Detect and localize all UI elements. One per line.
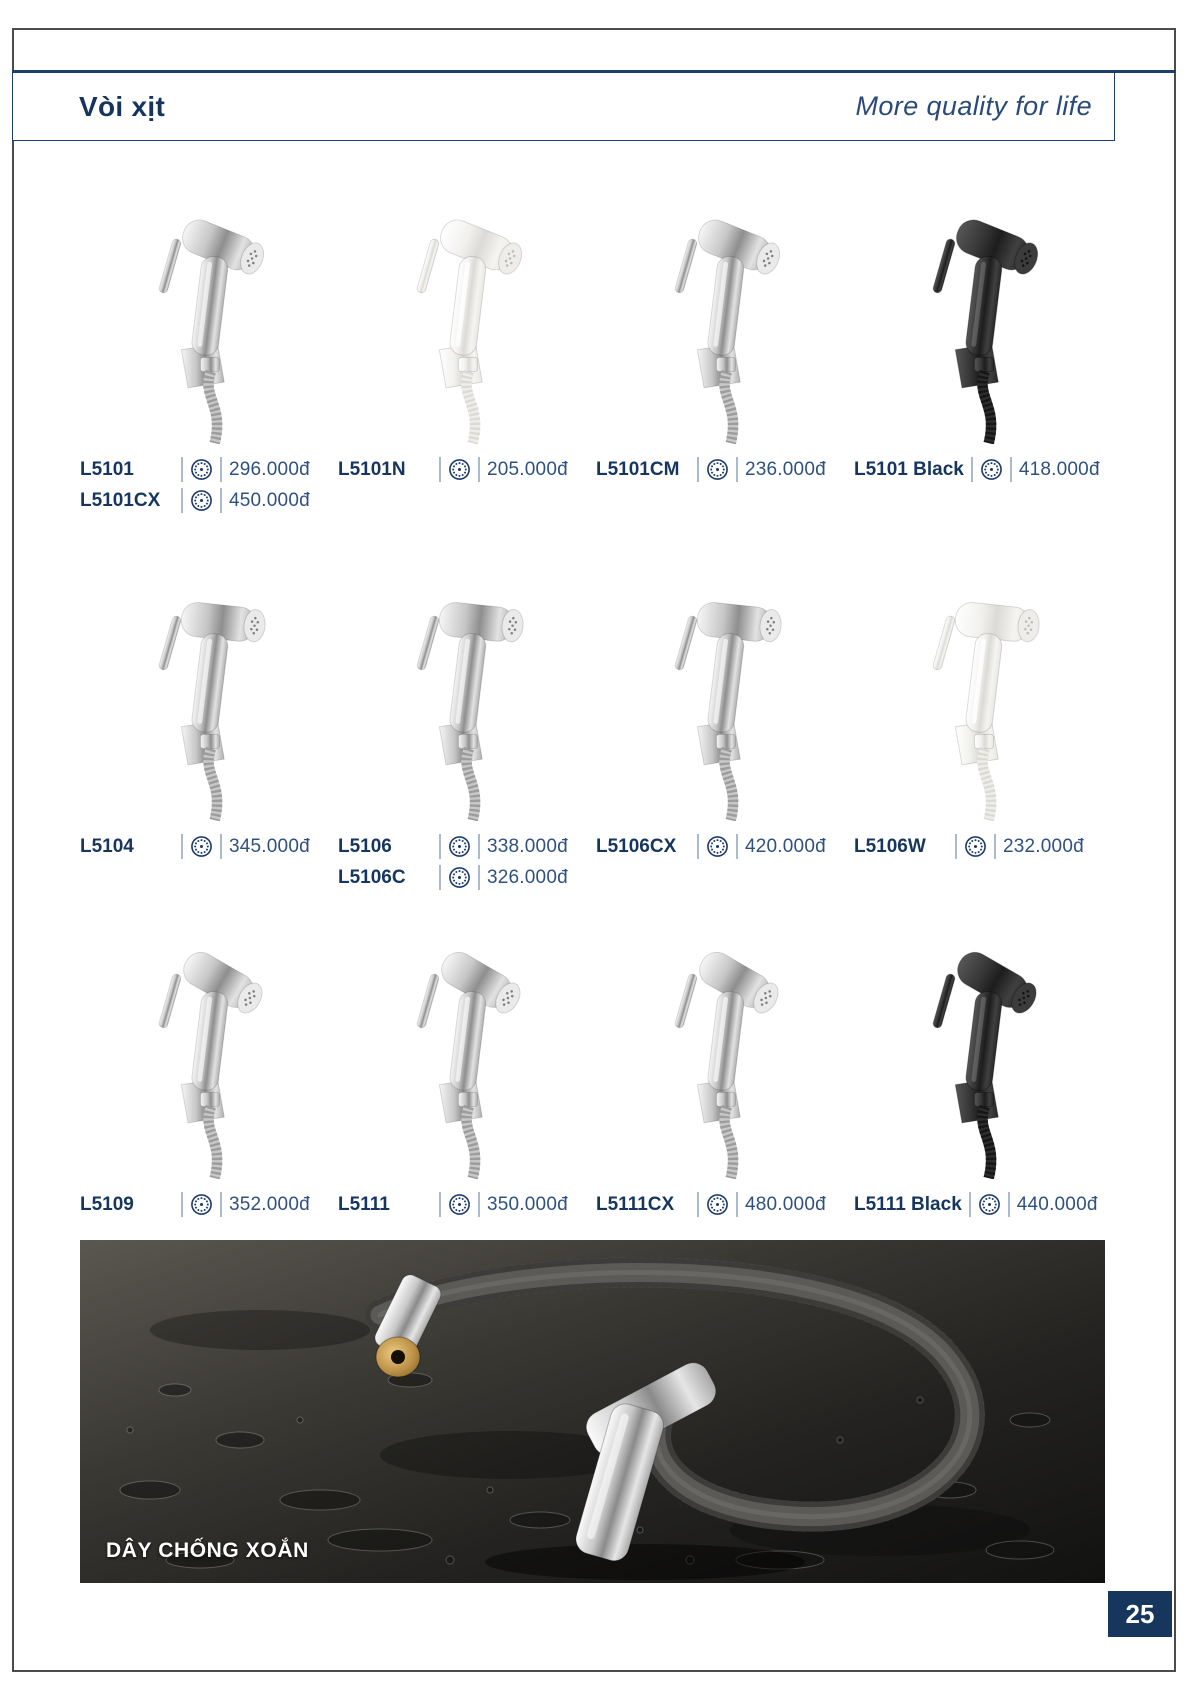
product-price: 232.000đ bbox=[1003, 835, 1084, 857]
product-price: 205.000đ bbox=[487, 458, 568, 480]
product-price: 296.000đ bbox=[229, 458, 310, 480]
product-image bbox=[854, 903, 1112, 1179]
bidet-sprayer-illustration bbox=[644, 204, 806, 444]
spray-nozzle-icon bbox=[964, 835, 987, 858]
product-cell bbox=[338, 192, 596, 516]
bidet-sprayer-illustration bbox=[902, 581, 1064, 821]
separator-bar bbox=[181, 457, 183, 482]
product-cell bbox=[80, 192, 338, 516]
separator-bar bbox=[220, 834, 222, 859]
product-model: L5111 Black bbox=[854, 1193, 962, 1215]
product-price: 418.000đ bbox=[1018, 458, 1100, 480]
product-image bbox=[596, 192, 854, 444]
product-label-line bbox=[338, 831, 596, 862]
separator-bar bbox=[994, 834, 996, 859]
separator-bar bbox=[181, 1192, 183, 1217]
spray-nozzle-icon bbox=[706, 458, 729, 481]
product-label-line bbox=[80, 831, 338, 862]
product-price: 480.000đ bbox=[745, 1193, 826, 1215]
product-cell bbox=[854, 192, 1112, 516]
product-label-line bbox=[338, 1189, 596, 1220]
product-row bbox=[80, 192, 1112, 516]
product-image bbox=[854, 545, 1112, 821]
bidet-sprayer-illustration bbox=[386, 204, 548, 444]
bidet-sprayer-illustration bbox=[902, 204, 1064, 444]
separator-bar bbox=[181, 834, 183, 859]
product-price: 345.000đ bbox=[229, 835, 310, 857]
separator-bar bbox=[697, 457, 699, 482]
product-image bbox=[338, 545, 596, 821]
product-cell bbox=[80, 545, 338, 893]
bidet-sprayer-illustration bbox=[386, 939, 548, 1179]
product-label-line bbox=[338, 862, 596, 893]
bidet-sprayer-illustration bbox=[644, 581, 806, 821]
spray-nozzle-icon bbox=[190, 458, 213, 481]
product-labels bbox=[338, 821, 596, 893]
page-title: Vòi xịt bbox=[79, 90, 166, 122]
product-labels bbox=[596, 821, 854, 862]
product-labels bbox=[80, 444, 338, 516]
product-cell bbox=[854, 903, 1112, 1220]
spray-nozzle-icon bbox=[190, 489, 213, 512]
separator-bar bbox=[969, 1192, 971, 1217]
product-cell bbox=[854, 545, 1112, 893]
product-price: 420.000đ bbox=[745, 835, 826, 857]
product-cell bbox=[596, 192, 854, 516]
separator-bar bbox=[697, 1192, 699, 1217]
product-price: 440.000đ bbox=[1016, 1193, 1098, 1215]
separator-bar bbox=[220, 457, 222, 482]
product-model: L5106C bbox=[338, 866, 406, 888]
bidet-sprayer-illustration bbox=[902, 939, 1064, 1179]
product-row bbox=[80, 545, 1112, 893]
page-number-badge bbox=[1108, 1591, 1172, 1637]
product-price: 450.000đ bbox=[229, 489, 310, 511]
separator-bar bbox=[478, 834, 480, 859]
product-cell bbox=[338, 903, 596, 1220]
product-row bbox=[80, 903, 1112, 1220]
product-cell bbox=[596, 903, 854, 1220]
product-model: L5106 bbox=[338, 835, 392, 857]
product-image bbox=[80, 545, 338, 821]
bidet-sprayer-illustration bbox=[128, 204, 290, 444]
bidet-sprayer-illustration bbox=[386, 581, 548, 821]
spray-nozzle-icon bbox=[448, 866, 471, 889]
product-model: L5111CX bbox=[596, 1193, 675, 1215]
product-cell bbox=[338, 545, 596, 893]
product-image bbox=[596, 545, 854, 821]
product-labels bbox=[80, 821, 338, 862]
product-cell bbox=[596, 545, 854, 893]
product-image bbox=[338, 192, 596, 444]
separator-bar bbox=[736, 834, 738, 859]
product-price: 326.000đ bbox=[487, 866, 568, 888]
product-labels bbox=[338, 444, 596, 485]
spray-nozzle-icon bbox=[448, 835, 471, 858]
product-model: L5101N bbox=[338, 458, 406, 480]
brand-tagline: More quality for life bbox=[855, 91, 1092, 121]
product-label-line bbox=[596, 831, 854, 862]
product-cell bbox=[80, 903, 338, 1220]
product-label-line bbox=[854, 1189, 1112, 1220]
separator-bar bbox=[478, 865, 480, 890]
product-label-line bbox=[338, 454, 596, 485]
product-model: L5101CM bbox=[596, 458, 680, 480]
page-header bbox=[12, 73, 1115, 141]
product-labels bbox=[596, 444, 854, 485]
separator-bar bbox=[478, 457, 480, 482]
product-labels bbox=[338, 1179, 596, 1220]
separator-bar bbox=[971, 457, 973, 482]
separator-bar bbox=[439, 865, 441, 890]
product-model: L5106CX bbox=[596, 835, 677, 857]
separator-bar bbox=[1008, 1192, 1010, 1217]
spray-nozzle-icon bbox=[706, 1193, 729, 1216]
spray-nozzle-icon bbox=[448, 458, 471, 481]
product-model: L5101CX bbox=[80, 489, 161, 511]
spray-nozzle-icon bbox=[980, 458, 1003, 481]
product-image bbox=[338, 903, 596, 1179]
spray-nozzle-icon bbox=[448, 1193, 471, 1216]
product-label-line bbox=[80, 1189, 338, 1220]
separator-bar bbox=[439, 457, 441, 482]
spray-nozzle-icon bbox=[190, 1193, 213, 1216]
separator-bar bbox=[736, 1192, 738, 1217]
product-model: L5106W bbox=[854, 835, 926, 857]
separator-bar bbox=[439, 1192, 441, 1217]
product-price: 350.000đ bbox=[487, 1193, 568, 1215]
anti-twist-hose-photo bbox=[80, 1240, 1105, 1583]
product-image bbox=[80, 192, 338, 444]
product-labels bbox=[854, 1179, 1112, 1220]
spray-nozzle-icon bbox=[190, 835, 213, 858]
separator-bar bbox=[736, 457, 738, 482]
product-model: L5104 bbox=[80, 835, 134, 857]
product-labels bbox=[596, 1179, 854, 1220]
product-price: 338.000đ bbox=[487, 835, 568, 857]
product-price: 236.000đ bbox=[745, 458, 826, 480]
separator-bar bbox=[439, 834, 441, 859]
product-image bbox=[854, 192, 1112, 444]
product-image bbox=[596, 903, 854, 1179]
product-labels bbox=[80, 1179, 338, 1220]
page-number: 25 bbox=[1125, 1598, 1155, 1629]
product-label-line bbox=[596, 454, 854, 485]
product-model: L5101 Black bbox=[854, 458, 964, 480]
product-labels bbox=[854, 821, 1112, 862]
product-labels bbox=[854, 444, 1112, 485]
separator-bar bbox=[181, 488, 183, 513]
bidet-sprayer-illustration bbox=[128, 939, 290, 1179]
product-model: L5111 bbox=[338, 1193, 390, 1215]
product-model: L5101 bbox=[80, 458, 134, 480]
product-label-line bbox=[596, 1189, 854, 1220]
product-label-line bbox=[854, 454, 1112, 485]
separator-bar bbox=[697, 834, 699, 859]
product-price: 352.000đ bbox=[229, 1193, 310, 1215]
banner-caption: DÂY CHỐNG XOẮN bbox=[106, 1539, 309, 1562]
bidet-sprayer-illustration bbox=[644, 939, 806, 1179]
spray-nozzle-icon bbox=[706, 835, 729, 858]
separator-bar bbox=[955, 834, 957, 859]
separator-bar bbox=[478, 1192, 480, 1217]
product-label-line bbox=[80, 454, 338, 485]
bidet-sprayer-illustration bbox=[128, 581, 290, 821]
product-model: L5109 bbox=[80, 1193, 134, 1215]
spray-nozzle-icon bbox=[978, 1193, 1001, 1216]
product-label-line bbox=[80, 485, 338, 516]
separator-bar bbox=[220, 488, 222, 513]
separator-bar bbox=[220, 1192, 222, 1217]
separator-bar bbox=[1010, 457, 1012, 482]
product-image bbox=[80, 903, 338, 1179]
hose-photo-illustration bbox=[80, 1240, 1105, 1583]
product-label-line bbox=[854, 831, 1112, 862]
